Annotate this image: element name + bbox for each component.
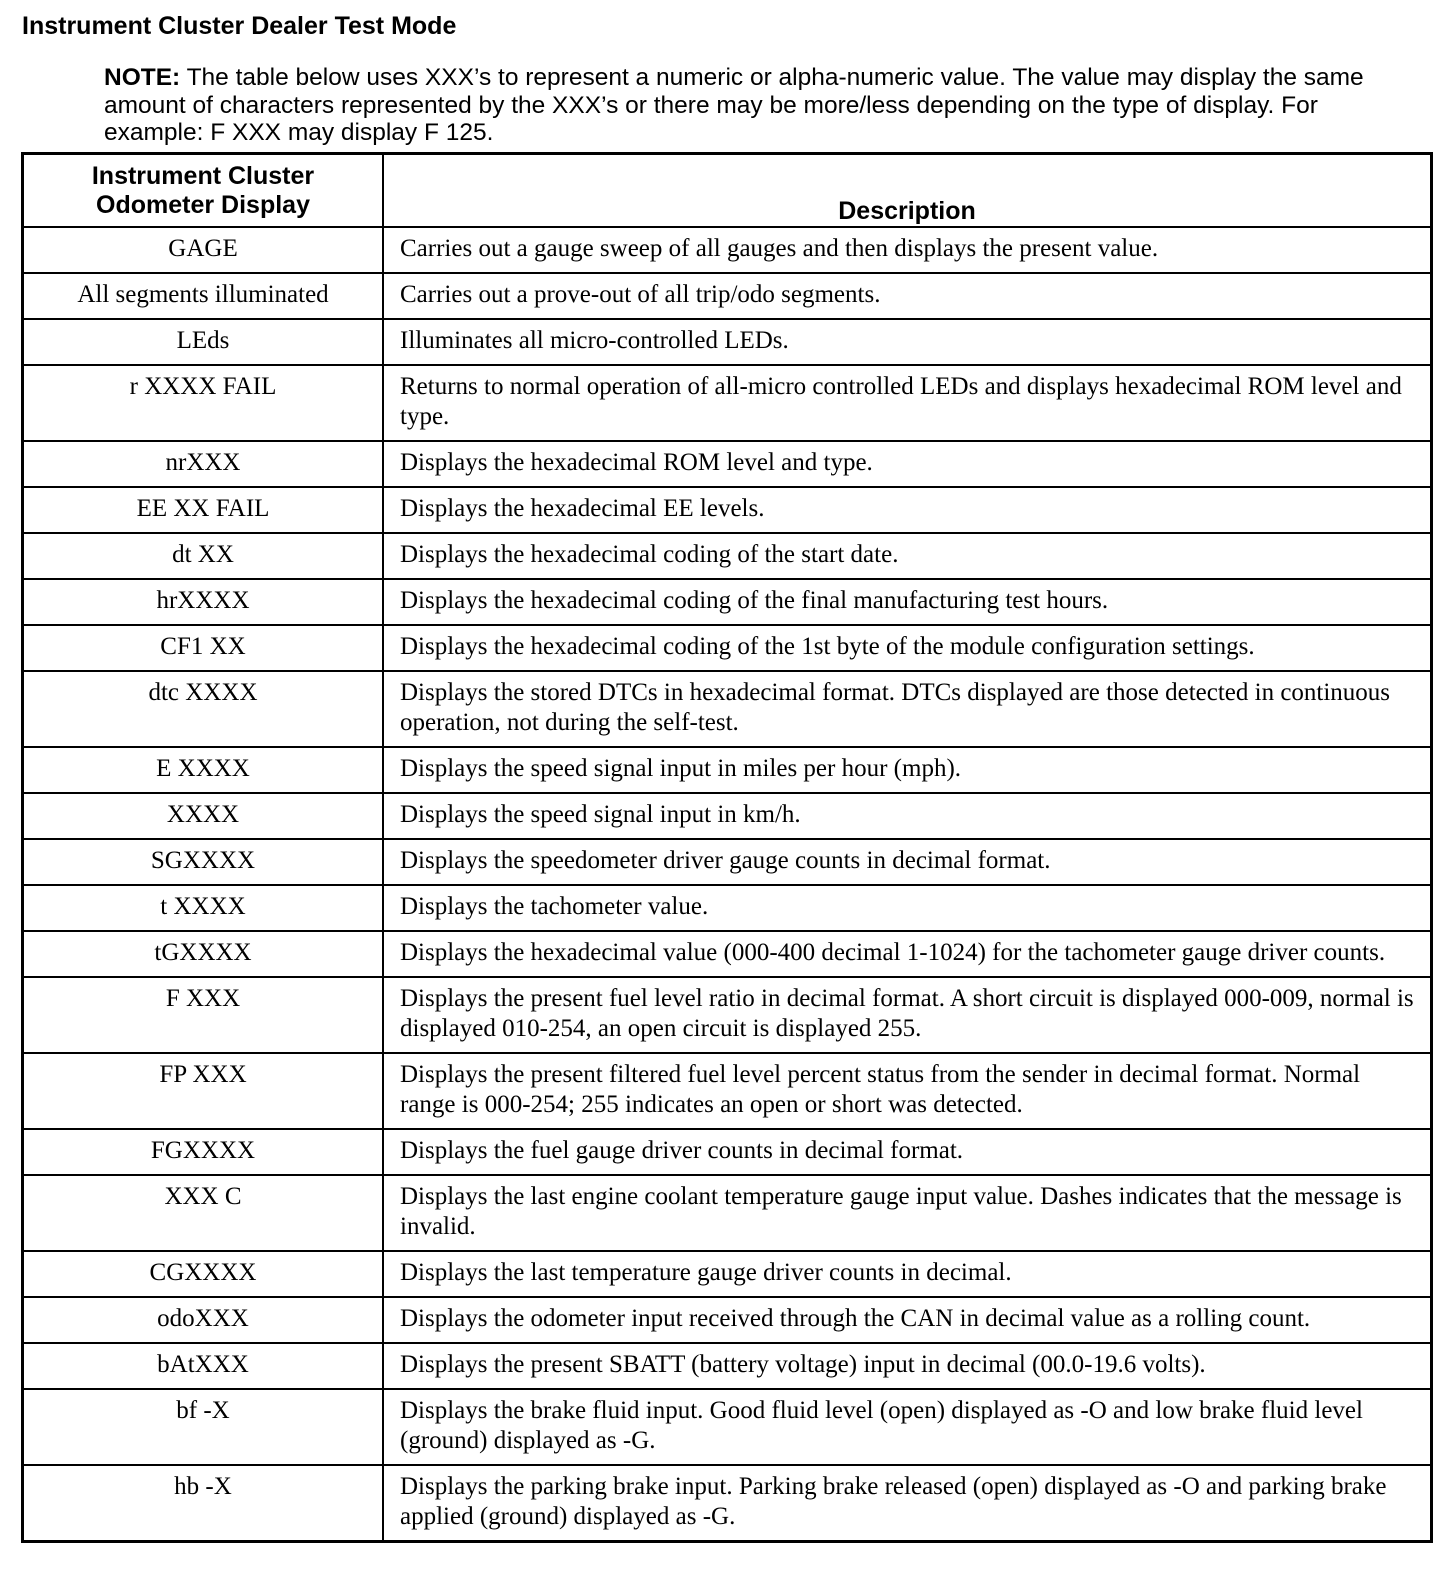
- test-mode-table: [21, 152, 1433, 1543]
- display-code-cell: All segments illuminated: [23, 273, 384, 319]
- table-row: [23, 1129, 1432, 1175]
- note-text: The table below uses XXX’s to represent a numeric or alpha-numeric value. The value may display the same amount of characters represented by the XXX’s or there may be more/less depending on the type of display. For example: F XXX may display F 125.: [104, 64, 1364, 146]
- description-cell: Carries out a gauge sweep of all gauges and then displays the present value.: [383, 227, 1432, 273]
- display-code-cell: hrXXXX: [23, 579, 384, 625]
- description-cell: Displays the tachometer value.: [383, 885, 1432, 931]
- table-row: [23, 1465, 1432, 1542]
- page-title: Instrument Cluster Dealer Test Mode: [22, 12, 457, 40]
- description-cell: Displays the last engine coolant temperature gauge input value. Dashes indicates that the message is invalid.: [383, 1175, 1432, 1251]
- display-code-cell: F XXX: [23, 977, 384, 1053]
- display-code-cell: dtc XXXX: [23, 671, 384, 747]
- table-row: [23, 1053, 1432, 1129]
- column-header-line1: Instrument Cluster: [91, 161, 315, 190]
- display-code-cell: CGXXXX: [23, 1251, 384, 1297]
- column-header-odometer-display: [23, 154, 384, 228]
- table-row: [23, 365, 1432, 441]
- table-row: [23, 1251, 1432, 1297]
- table-row: [23, 1389, 1432, 1465]
- description-cell: Displays the present fuel level ratio in decimal format. A short circuit is displayed 000-009, normal is displayed 010-254, an open circuit is displayed 255.: [383, 977, 1432, 1053]
- table-row: [23, 793, 1432, 839]
- description-cell: Displays the hexadecimal coding of the 1st byte of the module configuration settings.: [383, 625, 1432, 671]
- display-code-cell: LEds: [23, 319, 384, 365]
- description-cell: Displays the fuel gauge driver counts in decimal format.: [383, 1129, 1432, 1175]
- display-code-cell: EE XX FAIL: [23, 487, 384, 533]
- table-row: [23, 579, 1432, 625]
- description-cell: Displays the speedometer driver gauge counts in decimal format.: [383, 839, 1432, 885]
- column-header-description: Description: [383, 154, 1432, 228]
- table-row: [23, 671, 1432, 747]
- table-row: [23, 1175, 1432, 1251]
- table-row: [23, 1297, 1432, 1343]
- display-code-cell: CF1 XX: [23, 625, 384, 671]
- table-row: [23, 273, 1432, 319]
- description-cell: Displays the speed signal input in miles per hour (mph).: [383, 747, 1432, 793]
- display-code-cell: hb -X: [23, 1465, 384, 1542]
- table-row: [23, 625, 1432, 671]
- description-cell: Displays the present SBATT (battery voltage) input in decimal (00.0-19.6 volts).: [383, 1343, 1432, 1389]
- table-body: [23, 227, 1432, 1542]
- table-row: [23, 977, 1432, 1053]
- description-cell: Displays the hexadecimal coding of the start date.: [383, 533, 1432, 579]
- display-code-cell: SGXXXX: [23, 839, 384, 885]
- display-code-cell: XXX C: [23, 1175, 384, 1251]
- table-row: [23, 533, 1432, 579]
- display-code-cell: FP XXX: [23, 1053, 384, 1129]
- description-cell: Displays the hexadecimal coding of the final manufacturing test hours.: [383, 579, 1432, 625]
- table-row: [23, 747, 1432, 793]
- description-cell: Displays the last temperature gauge driver counts in decimal.: [383, 1251, 1432, 1297]
- display-code-cell: nrXXX: [23, 441, 384, 487]
- table-row: [23, 885, 1432, 931]
- description-cell: Displays the speed signal input in km/h.: [383, 793, 1432, 839]
- description-cell: Displays the hexadecimal value (000-400 decimal 1-1024) for the tachometer gauge driver counts.: [383, 931, 1432, 977]
- display-code-cell: GAGE: [23, 227, 384, 273]
- description-cell: Displays the present filtered fuel level percent status from the sender in decimal format. Normal range is 000-254; 255 indicates an open or short was detected.: [383, 1053, 1432, 1129]
- column-header-line2: Odometer Display: [96, 190, 310, 219]
- description-cell: Illuminates all micro-controlled LEDs.: [383, 319, 1432, 365]
- display-code-cell: tGXXXX: [23, 931, 384, 977]
- note-paragraph: [104, 64, 1404, 147]
- description-cell: Carries out a prove-out of all trip/odo segments.: [383, 273, 1432, 319]
- display-code-cell: t XXXX: [23, 885, 384, 931]
- display-code-cell: FGXXXX: [23, 1129, 384, 1175]
- display-code-cell: XXXX: [23, 793, 384, 839]
- table-header-row: [23, 154, 1432, 228]
- table-row: [23, 319, 1432, 365]
- display-code-cell: dt XX: [23, 533, 384, 579]
- display-code-cell: bAtXXX: [23, 1343, 384, 1389]
- table-row: [23, 931, 1432, 977]
- description-cell: Returns to normal operation of all-micro controlled LEDs and displays hexadecimal ROM level and type.: [383, 365, 1432, 441]
- display-code-cell: bf -X: [23, 1389, 384, 1465]
- table-row: [23, 839, 1432, 885]
- note-label: NOTE:: [104, 64, 181, 91]
- description-cell: Displays the brake fluid input. Good fluid level (open) displayed as -O and low brake fluid level (ground) displayed as -G.: [383, 1389, 1432, 1465]
- description-cell: Displays the parking brake input. Parking brake released (open) displayed as -O and parking brake applied (ground) displayed as -G.: [383, 1465, 1432, 1542]
- table-row: [23, 441, 1432, 487]
- table-row: [23, 227, 1432, 273]
- display-code-cell: E XXXX: [23, 747, 384, 793]
- description-cell: Displays the odometer input received through the CAN in decimal value as a rolling count.: [383, 1297, 1432, 1343]
- table-row: [23, 487, 1432, 533]
- description-cell: Displays the stored DTCs in hexadecimal format. DTCs displayed are those detected in continuous operation, not during the self-test.: [383, 671, 1432, 747]
- table-row: [23, 1343, 1432, 1389]
- description-cell: Displays the hexadecimal EE levels.: [383, 487, 1432, 533]
- description-cell: Displays the hexadecimal ROM level and type.: [383, 441, 1432, 487]
- display-code-cell: odoXXX: [23, 1297, 384, 1343]
- display-code-cell: r XXXX FAIL: [23, 365, 384, 441]
